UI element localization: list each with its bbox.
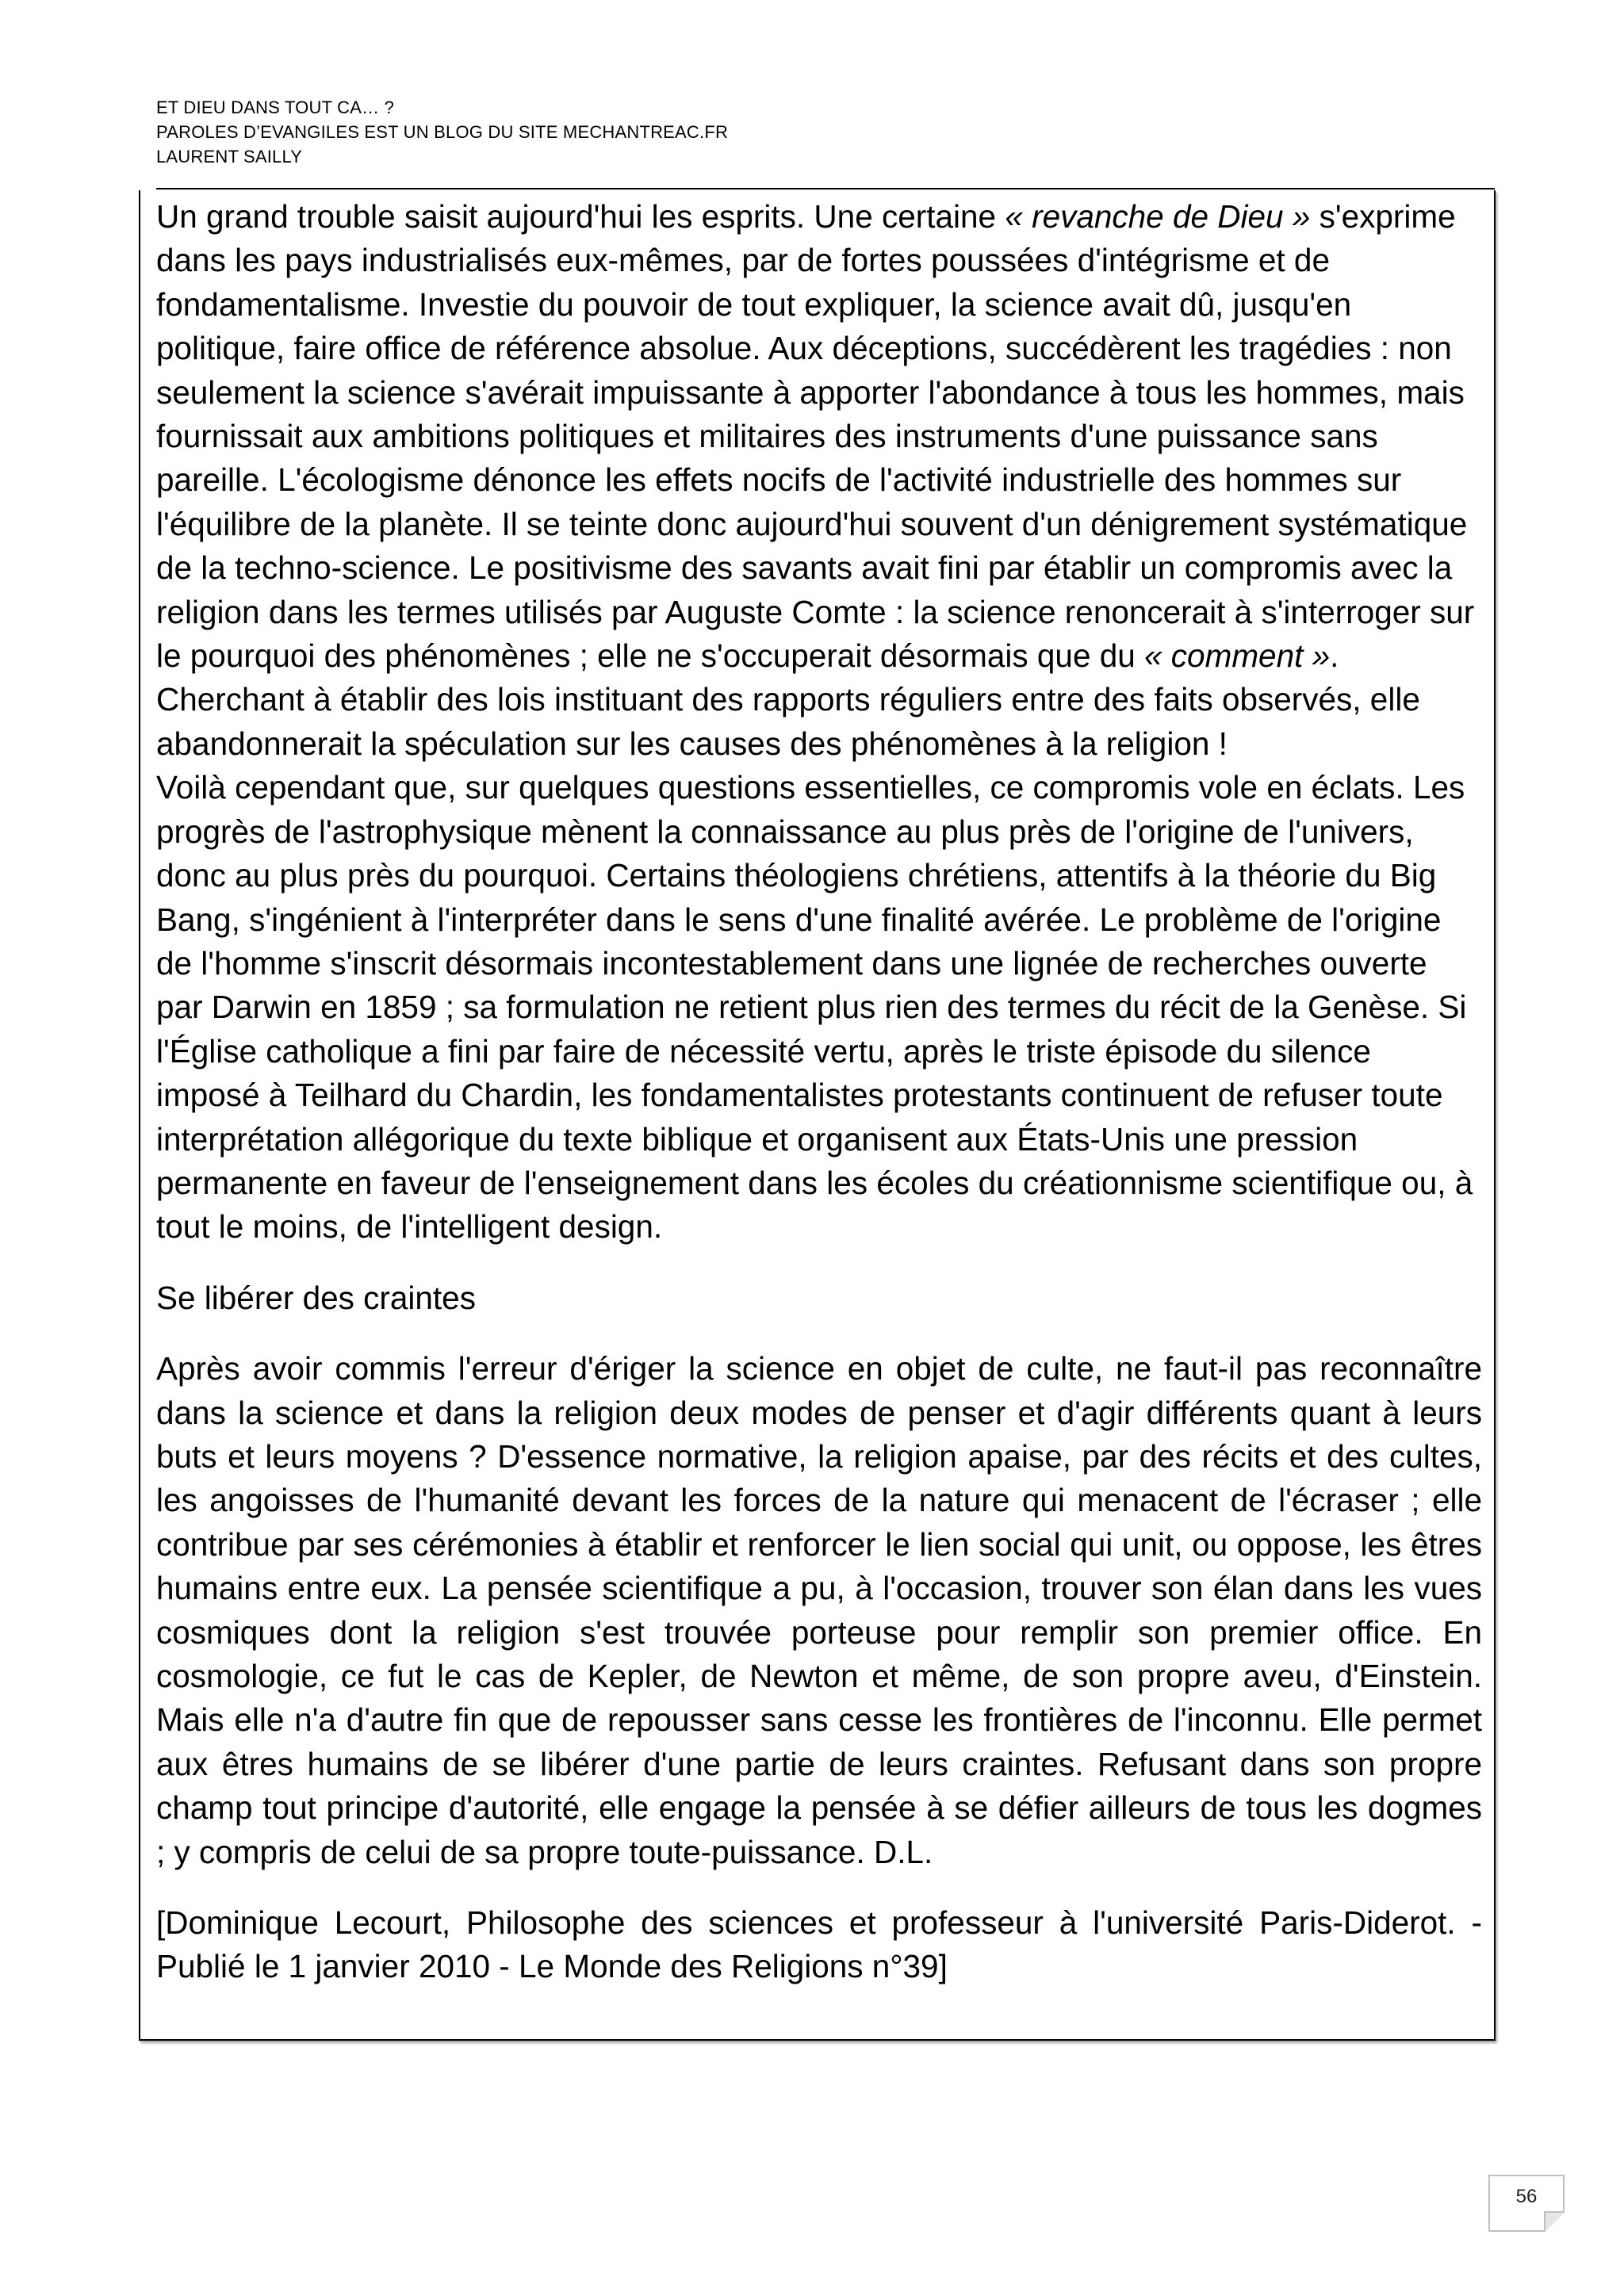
page-number-value: 56 [1515,2186,1538,2207]
running-header [156,95,1495,169]
text-run: Un grand trouble saisit aujourd'hui les esprits. Une certaine [156,198,1005,235]
italic-quote: « revanche de Dieu » [1005,198,1311,235]
source-citation: [Dominique Lecourt, Philosophe des sciences et professeur à l'université Paris-Diderot. - Publié le 1 janvier 2010 - Le Monde des Religions n°39] [156,1904,1482,1985]
paragraph-intro [156,195,1482,766]
article-body [156,195,1482,1989]
header-title: ET DIEU DANS TOUT CA… ? [156,98,395,117]
page-number [1488,2175,1565,2232]
subheading: Se libérer des craintes [156,1279,476,1316]
header-rule [156,188,1495,189]
text-run: . Cherchant à établir des lois instituant des rapports réguliers entre des faits observés, elle abandonnerait la spéculation sur les causes des phénomènes à la religion ! [156,637,1420,762]
italic-quote: « comment » [1144,637,1331,675]
paragraph-fears: Après avoir commis l'erreur d'ériger la science en objet de culte, ne faut-il pas reconnaître dans la science et dans la religion deux modes de penser et d'agir différents quant à leurs buts et leurs moyens ? D'essence normative, la religion apaise, par des récits et des cultes, les angoisses de l'humanité devant les forces de la nature qui menacent de l'écraser ; elle contribue par ses cérémonies à établir et renforcer le lien social qui unit, ou oppose, les êtres humains entre eux. La pensée scientifique a pu, à l'occasion, trouver son élan dans les vues cosmiques dont la religion s'est trouvée porteuse pour remplir son premier office. En cosmologie, ce fut le cas de Kepler, de Newton et même, de son propre aveu, d'Einstein. Mais elle n'a d'autre fin que de repousser sans cesse les frontières de l'inconnu. Elle permet aux êtres humains de se libérer d'une partie de leurs craintes. Refusant dans son propre champ tout principe d'autorité, elle engage la pensée à se défier ailleurs de tous les dogmes ; y compris de celui de sa propre toute-puissance. D.L. [156,1350,1482,1870]
page-corner-fold [1544,2211,1565,2232]
paragraph-compromise: Voilà cependant que, sur quelques questions essentielles, ce compromis vole en éclats. Les progrès de l'astrophysique mènent la connaissance au plus près de l'origine de l'univers, donc au plus près du pourquoi. Certains théologiens chrétiens, attentifs à la théorie du Big Bang, s'ingénient à l'interpréter dans le sens d'une finalité avérée. Le problème de l'origine de l'homme s'inscrit désormais incontestablement dans une lignée de recherches ouverte par Darwin en 1859 ; sa formulation ne retient plus rien des termes du récit de la Genèse. Si l'Église catholique a fini par faire de nécessité vertu, après le triste épisode du silence imposé à Teilhard du Chardin, les fondamentalistes protestants continuent de refuser toute interprétation allégorique du texte biblique et organisent aux États-Unis une pression permanente en faveur de l'enseignement dans les écoles du créationnisme scientifique ou, à tout le moins, de l'intelligent design. [156,769,1473,1246]
header-author: LAURENT SAILLY [156,147,303,166]
text-run: s'exprime dans les pays industrialisés eux-mêmes, par de fortes poussées d'intégrisme et de fondamentalisme. Investie du pouvoir de tout expliquer, la science avait dû, jusqu'en politique, faire office de référence absolue. Aux déceptions, succédèrent les tragédies : non seulement la science s'avérait impuissante à apporter l'abondance à tous les hommes, mais fournissait aux ambitions politiques et militaires des instruments d'une puissance sans pareille. L'écologisme dénonce les effets nocifs de l'activité industrielle des hommes sur l'équilibre de la planète. Il se teinte donc aujourd'hui souvent d'un dénigrement systématique de la techno-science. Le positivisme des savants avait fini par établir un compromis avec la religion dans les termes utilisés par Auguste Comte : la science renoncerait à s'interroger sur le pourquoi des phénomènes ; elle ne s'occuperait désormais que du [156,198,1475,675]
header-blog-line: PAROLES D’EVANGILES EST UN BLOG DU SITE MECHANTREAC.FR [156,122,729,142]
